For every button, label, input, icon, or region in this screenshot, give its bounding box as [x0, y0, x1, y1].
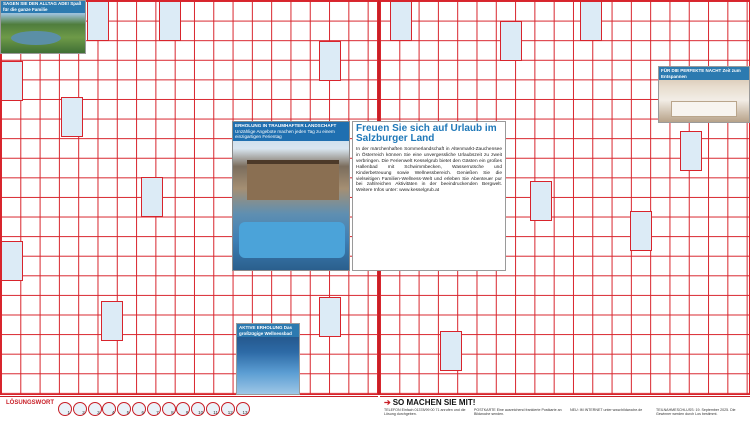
- solution-cell-number: 6: [141, 410, 144, 415]
- hotel-shape: [247, 160, 339, 200]
- solution-cell-number: 10: [198, 410, 204, 415]
- wellness-photo-tag: AKTIVE ERHOLUNG Das großzügige Wellnessbad: [237, 324, 299, 337]
- solution-cell[interactable]: [147, 402, 161, 416]
- solution-cell-number: 5: [126, 410, 130, 415]
- clue-cell: [319, 297, 341, 337]
- solution-cells[interactable]: [58, 402, 250, 416]
- solution-cell-number: 9: [185, 410, 189, 415]
- clue-cell: [390, 1, 412, 41]
- bedroom-photo-tag: FÜR DIE PERFEKTE NACHT Zeit zum Entspannen: [659, 67, 749, 80]
- ad-title: Freuen Sie sich auf Urlaub im Salzburger Land: [356, 123, 497, 144]
- clue-cell: [1, 241, 23, 281]
- solution-bar: [0, 396, 378, 421]
- clue-cell: [440, 331, 462, 371]
- solution-cell-number: 3: [97, 410, 100, 415]
- internet-instructions: NEU: IM INTERNET unter www.bildwoche.de: [570, 408, 643, 412]
- clue-cell: [141, 177, 163, 217]
- arrow-right-icon: ➔: [384, 398, 391, 407]
- cta-heading: [384, 398, 475, 407]
- bedroom-photo: [658, 66, 750, 123]
- clue-cell: [630, 211, 652, 251]
- solution-cell-number: 13: [242, 410, 248, 415]
- solution-cell[interactable]: [102, 402, 116, 416]
- phone-instructions: TELEFON Einfach 01378/99 00 71 anrufen und die Lösung durchgeben.: [384, 408, 466, 417]
- solution-cell[interactable]: [236, 402, 250, 416]
- solution-cell-number: 12: [227, 410, 233, 415]
- clue-cell: [159, 1, 181, 41]
- ad-photo-tag: [233, 122, 349, 141]
- solution-label: LÖSUNGSWORT: [6, 400, 54, 406]
- solution-cell[interactable]: [117, 402, 131, 416]
- clue-cell: [61, 97, 83, 137]
- solution-cell[interactable]: [132, 402, 146, 416]
- cta-text: SO MACHEN SIE MIT!: [392, 398, 476, 407]
- clue-cell: [101, 301, 123, 341]
- solution-cell[interactable]: [176, 402, 190, 416]
- ad-body: In der märchenhaften Sommerlandschaft in Altenmarkt-Zauchensee in Österreich können Sie eine unvergessliche Urlaubszeit zu zweit verbringen. Die Ferienwelt Kesselgrub bietet den Gästen ein großes Hallenbad mit Schwimmbecken, Wasserrutsche und Kinderbetreuung sowie Wellnessbereich. Genießen Sie die vielseitigen Familien-Wellness-Welt und erleben Sie Abenteuer pur bei zahlreichen Aktivitäten in der beeindruckenden Bergwelt. Weitere Infos unter: www.kesselgrub.at: [356, 147, 502, 194]
- pond-shape: [11, 31, 61, 45]
- solution-cell-number: 2: [82, 410, 85, 415]
- solution-cell-number: 11: [213, 410, 218, 415]
- entry-instructions: [380, 396, 750, 421]
- solution-cell-number: 1: [67, 410, 70, 415]
- wellness-photo: [236, 323, 300, 395]
- pool-shape: [239, 222, 345, 258]
- garden-photo: [0, 0, 86, 54]
- solution-cell[interactable]: [206, 402, 220, 416]
- clue-cell: [680, 131, 702, 171]
- solution-cell-number: 7: [156, 410, 159, 415]
- ad-hotel-photo: [232, 121, 350, 271]
- bed-shape: [671, 101, 737, 117]
- ad-text-box: [352, 121, 506, 271]
- clue-cell: [87, 1, 109, 41]
- clue-cell: [319, 41, 341, 81]
- solution-cell-number: 4: [111, 410, 115, 415]
- solution-cell[interactable]: [162, 402, 176, 416]
- solution-cell[interactable]: [191, 402, 205, 416]
- solution-cell[interactable]: [88, 402, 102, 416]
- ad-photo-tag-title: ERHOLUNG IN TRAUMHAFTER LANDSCHAFT: [235, 123, 337, 128]
- clue-cell: [580, 1, 602, 41]
- garden-photo-tag: SAGEN SIE DEN ALLTAG ADE! Spaß für die ganze Familie: [1, 1, 85, 13]
- solution-cell[interactable]: [221, 402, 235, 416]
- clue-cell: [500, 21, 522, 61]
- clue-cell: [530, 181, 552, 221]
- solution-cell[interactable]: [73, 402, 87, 416]
- solution-cell[interactable]: [58, 402, 72, 416]
- postcard-instructions: POSTKARTE Eine ausreichend frankierte Postkarte an Bildwoche senden.: [474, 408, 562, 417]
- clue-cell: [1, 61, 23, 101]
- deadline-info: TEILNAHMESCHLUSS: 19. September 2025. Die Gewinner werden durch Los bestimmt.: [656, 408, 736, 417]
- solution-cell-number: 8: [171, 410, 174, 415]
- ad-photo-tag-sub: Unzählige Angebote machen jeden Tag zu einem einzigartigen Ferientag: [235, 128, 335, 140]
